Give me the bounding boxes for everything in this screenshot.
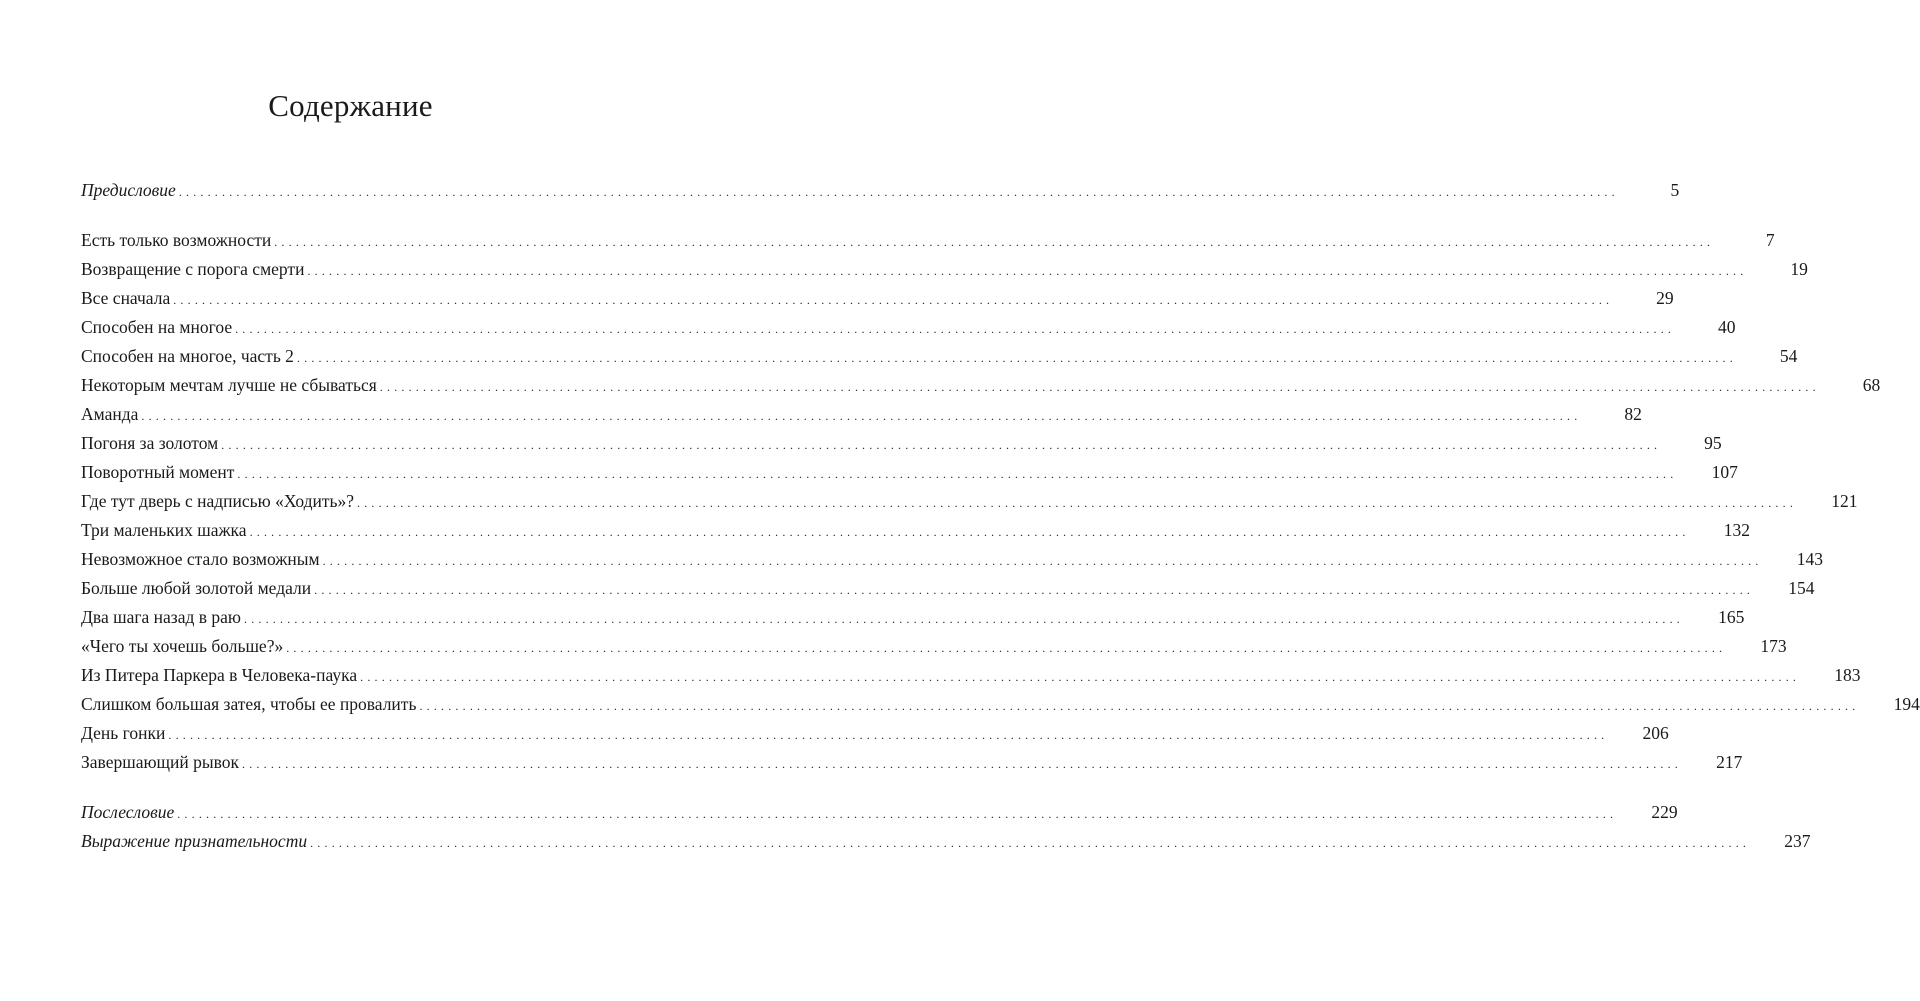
page-title: Содержание — [268, 88, 433, 123]
toc-entry-title: Больше любой золотой медали — [81, 578, 312, 598]
toc-entry[interactable] — [81, 286, 1674, 310]
dot-leader: . . . . . . . . . . . . . . . . . . . . . . . . . . . . . . . . . . . . . . . . . . . . . . . . . . . . . . . . . . . . . . . . . . . . . . . . . . . . . . . . . . . . . . . . . . . . . . . . . . . . . . . . . . . . . . . . . . . . . . . . . . . . . . . . . . . . . . . . . . . . . . . . . . . . . . . . . . . . . . . . . . . . . . . . . . . . . . . . . . . . . . . . . . . . . . . . . . . . . . . . — [310, 836, 1747, 850]
toc-entry-page-number: 107 — [1711, 462, 1738, 482]
dot-leader: . . . . . . . . . . . . . . . . . . . . . . . . . . . . . . . . . . . . . . . . . . . . . . . . . . . . . . . . . . . . . . . . . . . . . . . . . . . . . . . . . . . . . . . . . . . . . . . . . . . . . . . . . . . . . . . . . . . . . . . . . . . . . . . . . . . . . . . . . . . . . . . . . . . . . . . . . . . . . . . . . . . . . . . . . . . . . . . . . . . . . . . . . . . . . . . . . . . . . . . . — [322, 554, 1759, 568]
toc-entry[interactable] — [81, 692, 1920, 716]
dot-leader: . . . . . . . . . . . . . . . . . . . . . . . . . . . . . . . . . . . . . . . . . . . . . . . . . . . . . . . . . . . . . . . . . . . . . . . . . . . . . . . . . . . . . . . . . . . . . . . . . . . . . . . . . . . . . . . . . . . . . . . . . . . . . . . . . . . . . . . . . . . . . . . . . . . . . . . . . . . . . . . . . . . . . . . . . . . . . . . . . . . . . . . . . . . . . . . . . . . . . . . . — [249, 525, 1686, 539]
toc-entry[interactable] — [81, 315, 1736, 339]
dot-leader: . . . . . . . . . . . . . . . . . . . . . . . . . . . . . . . . . . . . . . . . . . . . . . . . . . . . . . . . . . . . . . . . . . . . . . . . . . . . . . . . . . . . . . . . . . . . . . . . . . . . . . . . . . . . . . . . . . . . . . . . . . . . . . . . . . . . . . . . . . . . . . . . . . . . . . . . . . . . . . . . . . . . . . . . . . . . . . . . . . . . . . . . . . . . . . . . . . . . . . . . — [168, 728, 1605, 742]
toc-entry-page-number: 132 — [1723, 520, 1750, 540]
toc-entry-title: Два шага назад в раю — [81, 607, 241, 627]
toc-entry-page-number: 7 — [1765, 230, 1775, 250]
toc-entry-title: Все сначала — [81, 288, 171, 308]
toc-entry-title: Некоторым мечтам лучше не сбываться — [81, 375, 377, 395]
toc-entry[interactable] — [81, 178, 1680, 202]
dot-leader: . . . . . . . . . . . . . . . . . . . . . . . . . . . . . . . . . . . . . . . . . . . . . . . . . . . . . . . . . . . . . . . . . . . . . . . . . . . . . . . . . . . . . . . . . . . . . . . . . . . . . . . . . . . . . . . . . . . . . . . . . . . . . . . . . . . . . . . . . . . . . . . . . . . . . . . . . . . . . . . . . . . . . . . . . . . . . . . . . . . . . . . . . . . . . . . . . . . . . . . . — [360, 670, 1797, 684]
dot-leader: . . . . . . . . . . . . . . . . . . . . . . . . . . . . . . . . . . . . . . . . . . . . . . . . . . . . . . . . . . . . . . . . . . . . . . . . . . . . . . . . . . . . . . . . . . . . . . . . . . . . . . . . . . . . . . . . . . . . . . . . . . . . . . . . . . . . . . . . . . . . . . . . . . . . . . . . . . . . . . . . . . . . . . . . . . . . . . . . . . . . . . . . . . . . . . . . . . . . . . . . — [178, 185, 1616, 199]
toc-entry-page-number: 95 — [1704, 433, 1722, 453]
dot-leader: . . . . . . . . . . . . . . . . . . . . . . . . . . . . . . . . . . . . . . . . . . . . . . . . . . . . . . . . . . . . . . . . . . . . . . . . . . . . . . . . . . . . . . . . . . . . . . . . . . . . . . . . . . . . . . . . . . . . . . . . . . . . . . . . . . . . . . . . . . . . . . . . . . . . . . . . . . . . . . . . . . . . . . . . . . . . . . . . . . . . . . . . . . . . . . . . . . . . . . . . — [314, 583, 1751, 597]
dot-leader: . . . . . . . . . . . . . . . . . . . . . . . . . . . . . . . . . . . . . . . . . . . . . . . . . . . . . . . . . . . . . . . . . . . . . . . . . . . . . . . . . . . . . . . . . . . . . . . . . . . . . . . . . . . . . . . . . . . . . . . . . . . . . . . . . . . . . . . . . . . . . . . . . . . . . . . . . . . . . . . . . . . . . . . . . . . . . . . . . . . . . . . . . . . . . . . . . . . . . . . . — [307, 264, 1744, 278]
toc-entry-title: Способен на многое — [81, 317, 233, 337]
toc-entry-title: Способен на многое, часть 2 — [81, 346, 294, 366]
toc-entry[interactable] — [81, 257, 1808, 281]
dot-leader: . . . . . . . . . . . . . . . . . . . . . . . . . . . . . . . . . . . . . . . . . . . . . . . . . . . . . . . . . . . . . . . . . . . . . . . . . . . . . . . . . . . . . . . . . . . . . . . . . . . . . . . . . . . . . . . . . . . . . . . . . . . . . . . . . . . . . . . . . . . . . . . . . . . . . . . . . . . . . . . . . . . . . . . . . . . . . . . . . . . . . . . . . . . . . . . . . . . . . . . . — [357, 496, 1794, 510]
dot-leader: . . . . . . . . . . . . . . . . . . . . . . . . . . . . . . . . . . . . . . . . . . . . . . . . . . . . . . . . . . . . . . . . . . . . . . . . . . . . . . . . . . . . . . . . . . . . . . . . . . . . . . . . . . . . . . . . . . . . . . . . . . . . . . . . . . . . . . . . . . . . . . . . . . . . . . . . . . . . . . . . . . . . . . . . . . . . . . . . . . . . . . . . . . . . . . . . . . . . . . . . — [141, 409, 1578, 423]
toc-entry[interactable] — [81, 402, 1642, 426]
toc-entry[interactable] — [81, 228, 1775, 252]
toc-entry-page-number: 165 — [1718, 607, 1745, 627]
toc-entry-title: Из Питера Паркера в Человека-паука — [81, 665, 358, 685]
toc-entry[interactable] — [81, 721, 1669, 745]
toc-entry-title: Аманда — [81, 404, 139, 424]
toc-entry-title: Выражение признательности — [81, 831, 308, 851]
toc-entry-page-number: 68 — [1862, 375, 1881, 395]
toc-entry-page-number: 5 — [1670, 180, 1680, 200]
dot-leader: . . . . . . . . . . . . . . . . . . . . . . . . . . . . . . . . . . . . . . . . . . . . . . . . . . . . . . . . . . . . . . . . . . . . . . . . . . . . . . . . . . . . . . . . . . . . . . . . . . . . . . . . . . . . . . . . . . . . . . . . . . . . . . . . . . . . . . . . . . . . . . . . . . . . . . . . . . . . . . . . . . . . . . . . . . . . . . . . . . . . . . . . . . . . . . . . . . . . . . . . — [235, 322, 1672, 336]
toc-entry[interactable] — [81, 431, 1722, 455]
dot-leader: . . . . . . . . . . . . . . . . . . . . . . . . . . . . . . . . . . . . . . . . . . . . . . . . . . . . . . . . . . . . . . . . . . . . . . . . . . . . . . . . . . . . . . . . . . . . . . . . . . . . . . . . . . . . . . . . . . . . . . . . . . . . . . . . . . . . . . . . . . . . . . . . . . . . . . . . . . . . . . . . . . . . . . . . . . . . . . . . . . . . . . . . . . . . . . . . . . . . . . . . — [244, 612, 1681, 626]
toc-entry-title: День гонки — [81, 723, 166, 743]
toc-entry-page-number: 206 — [1642, 723, 1669, 743]
toc-entry[interactable] — [81, 829, 1811, 853]
dot-leader: . . . . . . . . . . . . . . . . . . . . . . . . . . . . . . . . . . . . . . . . . . . . . . . . . . . . . . . . . . . . . . . . . . . . . . . . . . . . . . . . . . . . . . . . . . . . . . . . . . . . . . . . . . . . . . . . . . . . . . . . . . . . . . . . . . . . . . . . . . . . . . . . . . . . . . . . . . . . . . . . . . . . . . . . . . . . . . . . . . . . . . . . . . . . . . . . . . . . . . . . — [296, 351, 1734, 365]
toc-entry-page-number: 82 — [1624, 404, 1642, 424]
dot-leader: . . . . . . . . . . . . . . . . . . . . . . . . . . . . . . . . . . . . . . . . . . . . . . . . . . . . . . . . . . . . . . . . . . . . . . . . . . . . . . . . . . . . . . . . . . . . . . . . . . . . . . . . . . . . . . . . . . . . . . . . . . . . . . . . . . . . . . . . . . . . . . . . . . . . . . . . . . . . . . . . . . . . . . . . . . . . . . . . . . . . . . . . . . . . . . . . . . . . . . . . — [419, 699, 1856, 713]
dot-leader: . . . . . . . . . . . . . . . . . . . . . . . . . . . . . . . . . . . . . . . . . . . . . . . . . . . . . . . . . . . . . . . . . . . . . . . . . . . . . . . . . . . . . . . . . . . . . . . . . . . . . . . . . . . . . . . . . . . . . . . . . . . . . . . . . . . . . . . . . . . . . . . . . . . . . . . . . . . . . . . . . . . . . . . . . . . . . . . . . . . . . . . . . . . . . . . . . . . . . . . . — [173, 293, 1610, 307]
toc-entry-title: Есть только возможности — [81, 230, 272, 250]
toc-entry[interactable] — [81, 750, 1743, 774]
toc-entry-title: Поворотный момент — [81, 462, 235, 482]
toc-entry-page-number: 40 — [1718, 317, 1736, 337]
dot-leader: . . . . . . . . . . . . . . . . . . . . . . . . . . . . . . . . . . . . . . . . . . . . . . . . . . . . . . . . . . . . . . . . . . . . . . . . . . . . . . . . . . . . . . . . . . . . . . . . . . . . . . . . . . . . . . . . . . . . . . . . . . . . . . . . . . . . . . . . . . . . . . . . . . . . . . . . . . . . . . . . . . . . . . . . . . . . . . . . . . . . . . . . . . . . . . . . . . . . . . . . — [274, 235, 1711, 249]
dot-leader: . . . . . . . . . . . . . . . . . . . . . . . . . . . . . . . . . . . . . . . . . . . . . . . . . . . . . . . . . . . . . . . . . . . . . . . . . . . . . . . . . . . . . . . . . . . . . . . . . . . . . . . . . . . . . . . . . . . . . . . . . . . . . . . . . . . . . . . . . . . . . . . . . . . . . . . . . . . . . . . . . . . . . . . . . . . . . . . . . . . . . . . . . . . . . . . . . . . . . . . . — [221, 438, 1658, 452]
toc-entry-page-number: 19 — [1790, 259, 1808, 279]
toc-entry[interactable] — [81, 373, 1881, 397]
toc-entry-page-number: 194 — [1893, 694, 1920, 714]
toc-entry[interactable] — [81, 460, 1738, 484]
dot-leader: . . . . . . . . . . . . . . . . . . . . . . . . . . . . . . . . . . . . . . . . . . . . . . . . . . . . . . . . . . . . . . . . . . . . . . . . . . . . . . . . . . . . . . . . . . . . . . . . . . . . . . . . . . . . . . . . . . . . . . . . . . . . . . . . . . . . . . . . . . . . . . . . . . . . . . . . . . . . . . . . . . . . . . . . . . . . . . . . . . . . . . . . . . . . . . . . . . . . . . . . — [286, 641, 1723, 655]
dot-leader: . . . . . . . . . . . . . . . . . . . . . . . . . . . . . . . . . . . . . . . . . . . . . . . . . . . . . . . . . . . . . . . . . . . . . . . . . . . . . . . . . . . . . . . . . . . . . . . . . . . . . . . . . . . . . . . . . . . . . . . . . . . . . . . . . . . . . . . . . . . . . . . . . . . . . . . . . . . . . . . . . . . . . . . . . . . . . . . . . . . . . . . . . . . . . . . . . . . . . . . . — [177, 807, 1614, 821]
toc-entry-title: Погоня за золотом — [81, 433, 219, 453]
toc-entry-title: Послесловие — [81, 802, 175, 822]
toc-entry[interactable] — [81, 547, 1823, 571]
toc-entry[interactable] — [81, 344, 1798, 368]
toc-entry-page-number: 183 — [1834, 665, 1861, 685]
toc-entry[interactable] — [81, 576, 1815, 600]
toc-entry[interactable] — [81, 605, 1745, 629]
toc-entry-title: Где тут дверь с надписью «Ходить»? — [81, 491, 355, 511]
toc-entry[interactable] — [81, 634, 1787, 658]
dot-leader: . . . . . . . . . . . . . . . . . . . . . . . . . . . . . . . . . . . . . . . . . . . . . . . . . . . . . . . . . . . . . . . . . . . . . . . . . . . . . . . . . . . . . . . . . . . . . . . . . . . . . . . . . . . . . . . . . . . . . . . . . . . . . . . . . . . . . . . . . . . . . . . . . . . . . . . . . . . . . . . . . . . . . . . . . . . . . . . . . . . . . . . . . . . . . . . . . . . . . . . . — [379, 380, 1817, 394]
toc-entry-page-number: 54 — [1779, 346, 1798, 366]
toc-entry-title: Слишком большая затея, чтобы ее провалить — [81, 694, 417, 714]
dot-leader: . . . . . . . . . . . . . . . . . . . . . . . . . . . . . . . . . . . . . . . . . . . . . . . . . . . . . . . . . . . . . . . . . . . . . . . . . . . . . . . . . . . . . . . . . . . . . . . . . . . . . . . . . . . . . . . . . . . . . . . . . . . . . . . . . . . . . . . . . . . . . . . . . . . . . . . . . . . . . . . . . . . . . . . . . . . . . . . . . . . . . . . . . . . . . . . . . . . . . . . . — [242, 757, 1679, 771]
toc-entry[interactable] — [81, 663, 1861, 687]
toc-entry-title: Предисловие — [81, 180, 176, 200]
toc-entry[interactable] — [81, 518, 1750, 542]
toc-entry-page-number: 229 — [1651, 802, 1678, 822]
toc-entry-title: Завершающий рывок — [81, 752, 240, 772]
toc-entry-page-number: 143 — [1796, 549, 1823, 569]
toc-entry-page-number: 154 — [1788, 578, 1815, 598]
toc-entry-page-number: 217 — [1716, 752, 1743, 772]
toc-entry-title: «Чего ты хочешь больше?» — [81, 636, 284, 656]
toc-entry-page-number: 173 — [1760, 636, 1787, 656]
toc-entry-title: Возвращение с порога смерти — [81, 259, 305, 279]
toc-entry-title: Три маленьких шажка — [81, 520, 247, 540]
dot-leader: . . . . . . . . . . . . . . . . . . . . . . . . . . . . . . . . . . . . . . . . . . . . . . . . . . . . . . . . . . . . . . . . . . . . . . . . . . . . . . . . . . . . . . . . . . . . . . . . . . . . . . . . . . . . . . . . . . . . . . . . . . . . . . . . . . . . . . . . . . . . . . . . . . . . . . . . . . . . . . . . . . . . . . . . . . . . . . . . . . . . . . . . . . . . . . . . . . . . . . . . — [237, 467, 1674, 481]
toc-entry[interactable] — [81, 800, 1678, 824]
toc-entry[interactable] — [81, 489, 1858, 513]
toc-entry-title: Невозможное стало возможным — [81, 549, 320, 569]
toc-entry-page-number: 237 — [1784, 831, 1811, 851]
toc-entry-page-number: 121 — [1831, 491, 1858, 511]
toc-entry-page-number: 29 — [1656, 288, 1674, 308]
